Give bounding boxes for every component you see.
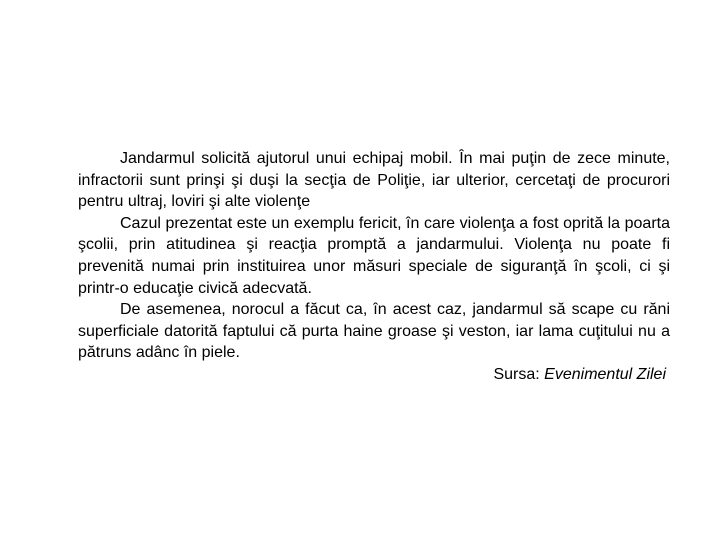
source-label: Sursa: <box>493 365 545 383</box>
source-line <box>78 364 670 386</box>
paragraph-3: De asemenea, norocul a făcut ca, în acest caz, jandarmul să scape cu răni superficiale datorită faptului că purta haine groase şi veston, iar lama cuţitului nu a pătruns adânc în piele. <box>78 301 670 362</box>
source-name: Evenimentul Zilei <box>544 365 666 383</box>
paragraph-2: Cazul prezentat este un exemplu fericit, în care violenţa a fost oprită la poarta şcolii, prin atitudinea şi reacţia promptă a jandarmului. Violenţa nu poate fi prevenită numai prin instituirea unor măsuri speciale de siguranţă în şcoli, ci şi printr-o educaţie civică adecvată. <box>78 214 670 297</box>
paragraph-1: Jandarmul solicită ajutorul unui echipaj mobil. În mai puţin de zece minute, infractorii sunt prinşi şi duşi la secţia de Poliţie, iar ulterior, cercetaţi de procurori pentru ultraj, loviri şi alte violenţe <box>78 150 670 211</box>
article-text <box>78 148 670 386</box>
